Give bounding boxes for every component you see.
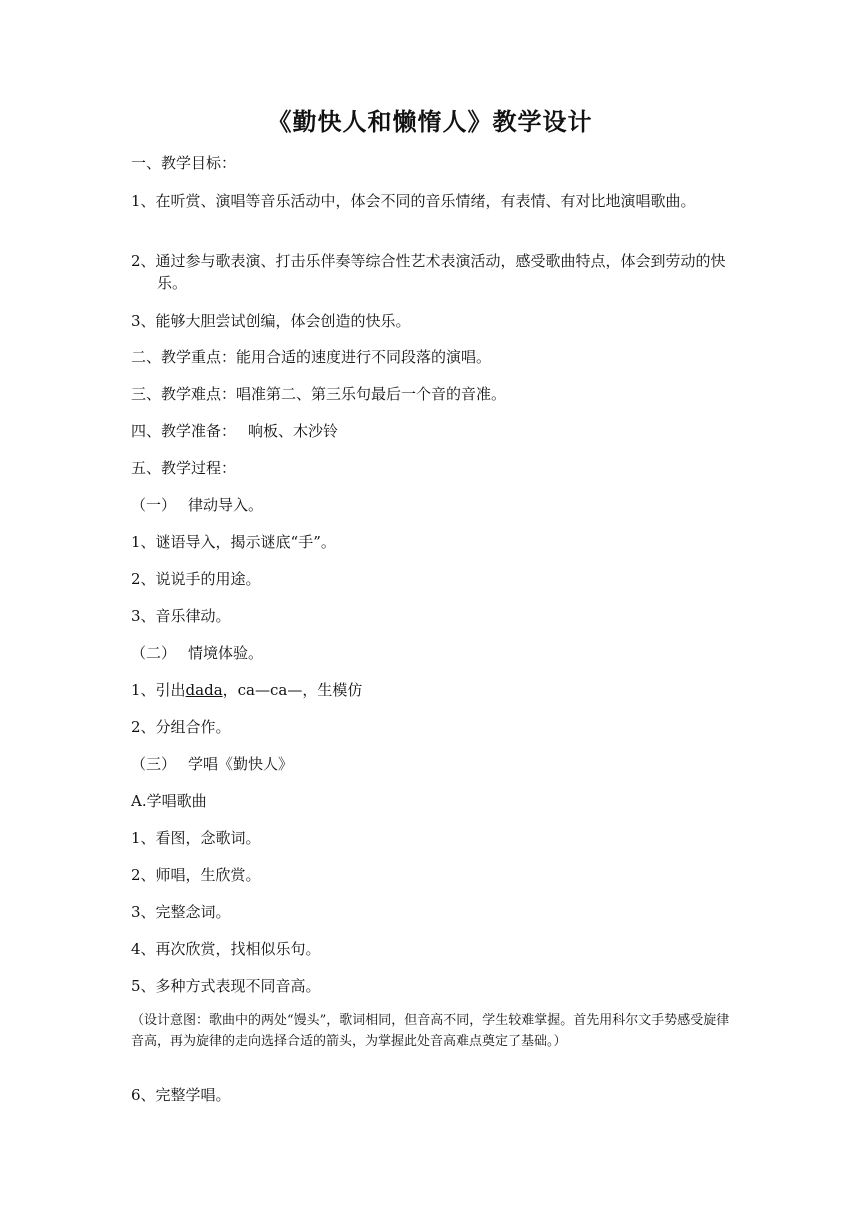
- design-intent-note: （设计意图：歌曲中的两处“馒头”，歌词相同，但音高不同，学生较难掌握。首先用科尔文手势感受旋律音高，再为旋律的走向选择合适的箭头，为掌握此处音高难点奠定了基础。）: [131, 1013, 730, 1049]
- part-3-heading: [131, 753, 731, 775]
- part-1-step-3: 3、音乐律动。: [131, 607, 231, 625]
- dada-underlined: dada: [185, 681, 223, 699]
- part-2-number: （二）: [131, 644, 177, 662]
- preparation-label: 四、教学准备：: [131, 422, 237, 440]
- part-2-step-2: 2、分组合作。: [131, 718, 231, 736]
- step-a5: 5、多种方式表现不同音高。: [131, 977, 321, 995]
- step-a6: 6、完整学唱。: [131, 1086, 231, 1104]
- goals-heading: 一、教学目标：: [131, 154, 237, 172]
- preparation: [131, 420, 731, 442]
- step-a2: 2、师唱，生欣赏。: [131, 866, 261, 884]
- part-2-step-1: [131, 679, 731, 701]
- part-2-heading: [131, 642, 731, 664]
- part-3-title: 学唱《勤快人》: [188, 755, 294, 773]
- goal-item-3: 3、能够大胆尝试创编，体会创造的快乐。: [131, 312, 411, 330]
- part-1-heading: [131, 494, 731, 516]
- part-2-step-1-prefix: 1、引出: [131, 681, 186, 699]
- document-title: 《勤快人和懒惰人》教学设计: [267, 107, 593, 136]
- key-point: 二、教学重点：能用合适的速度进行不同段落的演唱。: [131, 348, 492, 366]
- part-3-number: （三）: [131, 755, 177, 773]
- preparation-items: 响板、木沙铃: [248, 422, 339, 440]
- goal-item-1: 1、在听赏、演唱等音乐活动中，体会不同的音乐情绪，有表情、有对比地演唱歌曲。: [131, 192, 696, 210]
- process-heading: 五、教学过程：: [131, 459, 237, 477]
- subsection-a: A.学唱歌曲: [131, 792, 207, 810]
- goal-item-2: 2、通过参与歌表演、打击乐伴奏等综合性艺术表演活动，感受歌曲特点，体会到劳动的快乐。: [131, 252, 726, 292]
- step-a4: 4、再次欣赏，找相似乐句。: [131, 940, 321, 958]
- part-1-step-1: 1、谜语导入，揭示谜底“手”。: [131, 533, 336, 551]
- part-1-step-2: 2、说说手的用途。: [131, 570, 261, 588]
- step-a1: 1、看图，念歌词。: [131, 829, 261, 847]
- part-1-title: 律动导入。: [188, 496, 264, 514]
- part-2-title: 情境体验。: [188, 644, 264, 662]
- part-1-number: （一）: [131, 496, 177, 514]
- difficulty: 三、教学难点：唱准第二、第三乐句最后一个音的音准。: [131, 385, 507, 403]
- part-2-step-1-suffix: ，ca—ca—，生模仿: [222, 681, 363, 699]
- step-a3: 3、完整念词。: [131, 903, 231, 921]
